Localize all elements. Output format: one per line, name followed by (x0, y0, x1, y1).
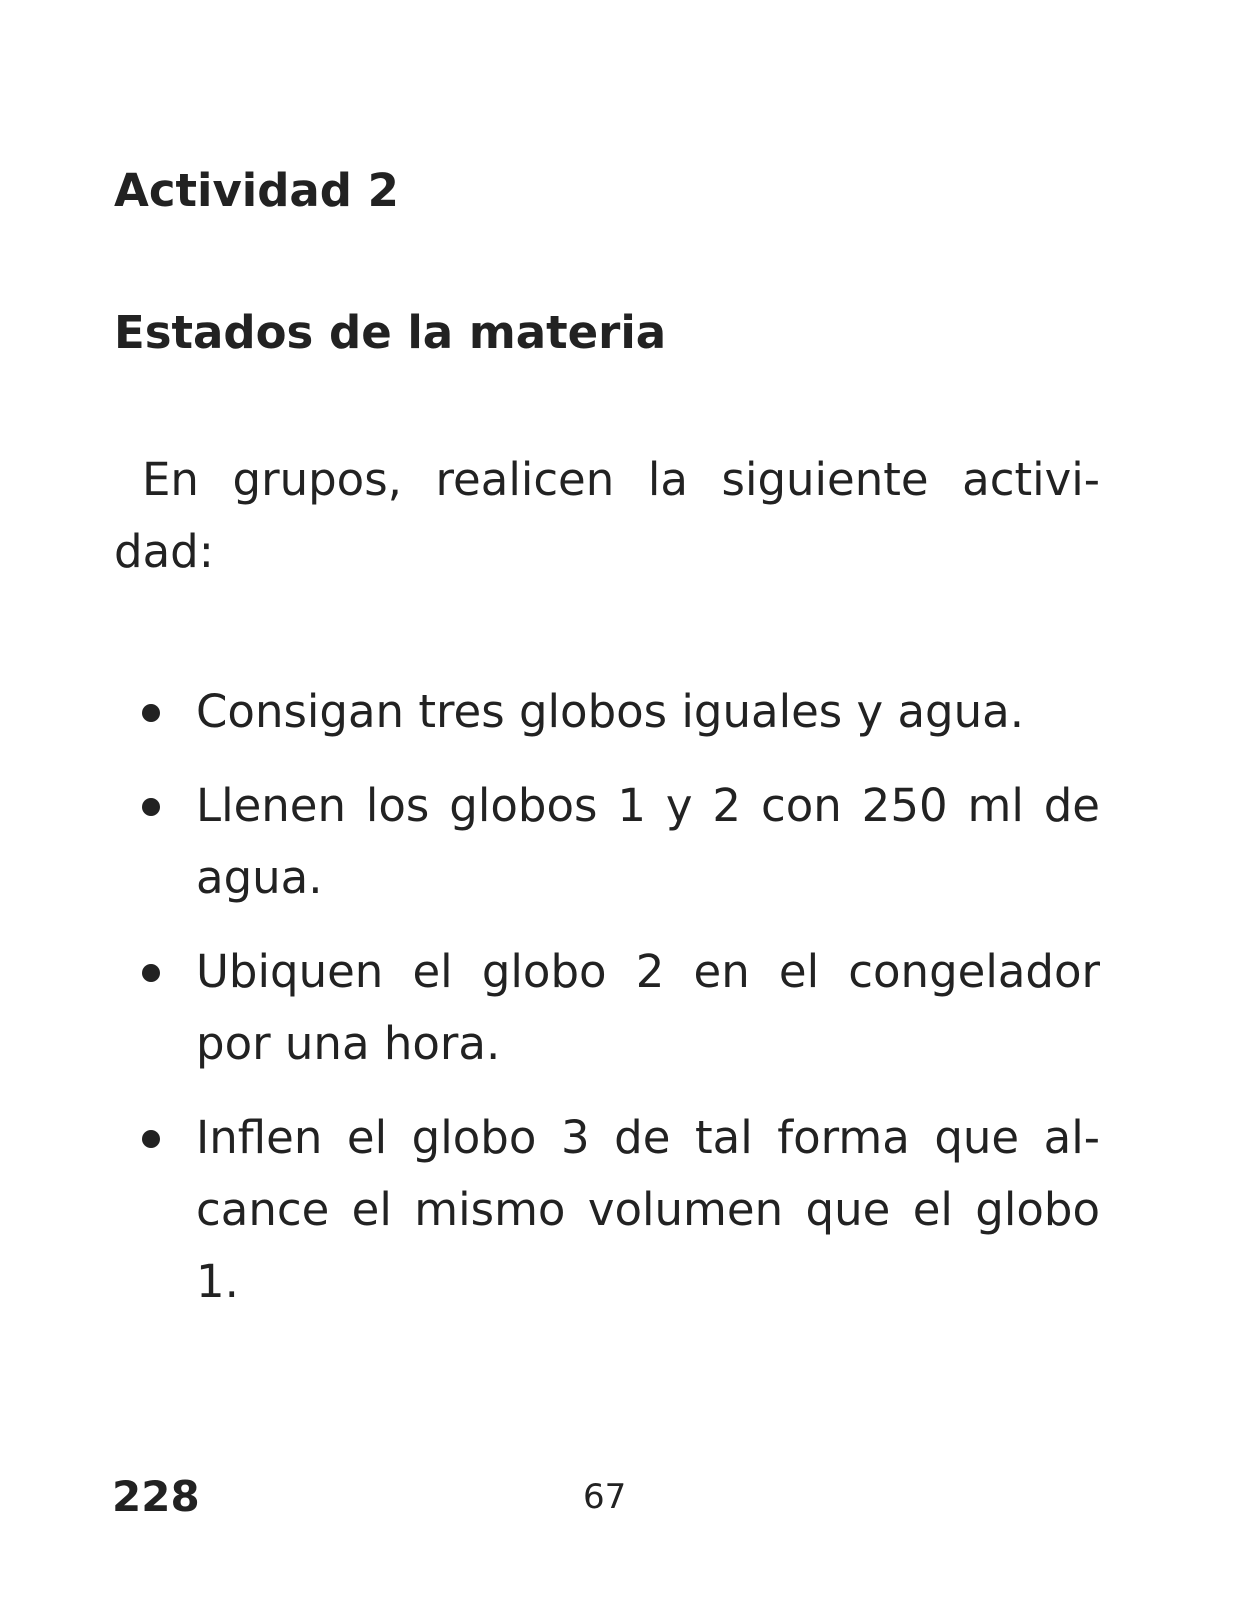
intro-line: En grupos, realicen la siguiente activi- (142, 453, 1100, 506)
list-item (196, 770, 1100, 914)
list-item-text: Consigan tres globos iguales y agua. (196, 685, 1024, 738)
list-item-text: Llenen los globos 1 y 2 con 250 ml de (196, 779, 1100, 832)
intro-paragraph (114, 444, 1100, 588)
list-item (196, 1102, 1100, 1318)
list-item-text: por una hora. (196, 1017, 501, 1070)
bullet-icon (142, 964, 160, 982)
activity-title: Actividad 2 (114, 164, 399, 217)
instruction-list (0, 676, 1237, 1318)
bullet-icon (142, 1130, 160, 1148)
list-item (196, 936, 1100, 1080)
list-item (196, 676, 1100, 748)
section-title: Estados de la materia (114, 306, 667, 359)
list-item-text: cance el mismo volumen que el globo (196, 1183, 1100, 1236)
bullet-icon (142, 704, 160, 722)
list-item-text: Ubiquen el globo 2 en el congelador (196, 945, 1100, 998)
intro-line: dad: (114, 525, 214, 578)
bullet-icon (142, 798, 160, 816)
list-item-text: agua. (196, 851, 323, 904)
list-item-text: Inflen el globo 3 de tal forma que al- (196, 1111, 1100, 1164)
book-page-number: 228 (112, 1472, 200, 1521)
page-number: 67 (583, 1477, 627, 1517)
list-item-text: 1. (196, 1255, 239, 1308)
